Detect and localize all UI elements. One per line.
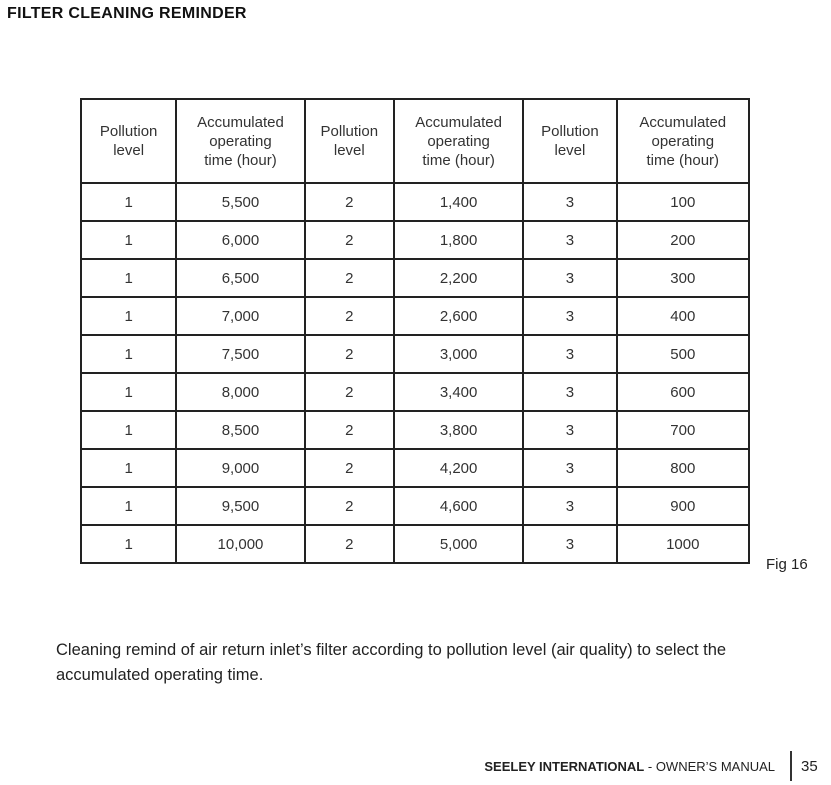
table-cell: 1: [81, 487, 176, 525]
table-cell: 1: [81, 335, 176, 373]
table-cell: 3,000: [394, 335, 523, 373]
table-cell: 1: [81, 297, 176, 335]
column-header-operating-time-3: [617, 99, 749, 183]
column-header-pollution-level-3: [523, 99, 616, 183]
header-line: Accumulated: [639, 113, 727, 131]
column-header-pollution-level-1: [81, 99, 176, 183]
table-cell: 2: [305, 449, 394, 487]
table-row: [81, 259, 749, 297]
page-title: FILTER CLEANING REMINDER: [7, 5, 247, 22]
header-line: Pollution: [541, 123, 599, 140]
table-cell: 4,600: [394, 487, 523, 525]
table-header-row: [81, 99, 749, 183]
table-cell: 1: [81, 449, 176, 487]
table-cell: 3,400: [394, 373, 523, 411]
table-cell: 2: [305, 411, 394, 449]
table-row: [81, 183, 749, 221]
header-line: time (hour): [646, 151, 720, 169]
table-cell: 900: [617, 487, 749, 525]
table-row: [81, 221, 749, 259]
table-cell: 3: [523, 259, 616, 297]
page-footer: [0, 751, 831, 781]
table-cell: 2: [305, 297, 394, 335]
table-cell: 3: [523, 335, 616, 373]
table-cell: 800: [617, 449, 749, 487]
table-cell: 2: [305, 335, 394, 373]
table-cell: 1: [81, 259, 176, 297]
table-cell: 100: [617, 183, 749, 221]
table-cell: 3: [523, 297, 616, 335]
table-row: [81, 411, 749, 449]
figure-label: Fig 16: [766, 556, 808, 573]
table-cell: 6,000: [176, 221, 304, 259]
table-row: [81, 335, 749, 373]
page-number: 35: [801, 758, 818, 775]
table-row: [81, 525, 749, 563]
column-header-operating-time-2: [394, 99, 523, 183]
table-cell: 6,500: [176, 259, 304, 297]
header-line: level: [333, 142, 365, 159]
header-line: level: [554, 142, 586, 159]
table-cell: 1: [81, 183, 176, 221]
table-cell: 1,400: [394, 183, 523, 221]
table-cell: 3: [523, 373, 616, 411]
table-cell: 1: [81, 525, 176, 563]
table-row: [81, 297, 749, 335]
table-cell: 3: [523, 525, 616, 563]
table-cell: 1,800: [394, 221, 523, 259]
column-header-operating-time-1: [176, 99, 304, 183]
table-cell: 600: [617, 373, 749, 411]
header-line: Pollution: [99, 123, 158, 140]
footer-divider: [790, 751, 792, 781]
table-cell: 2: [305, 487, 394, 525]
filter-cleaning-table: [80, 98, 750, 564]
header-line: time (hour): [204, 151, 277, 169]
table-cell: 5,500: [176, 183, 304, 221]
table-cell: 2: [305, 183, 394, 221]
table-cell: 3: [523, 449, 616, 487]
table-cell: 2: [305, 525, 394, 563]
table-cell: 300: [617, 259, 749, 297]
footer-brand: SEELEY INTERNATIONAL: [484, 759, 645, 774]
table-cell: 2,600: [394, 297, 523, 335]
table-cell: 3,800: [394, 411, 523, 449]
table-cell: 1: [81, 221, 176, 259]
header-line: Pollution: [320, 123, 379, 140]
table-cell: 9,000: [176, 449, 304, 487]
description-text: Cleaning remind of air return inlet’s filter according to pollution level (air quality) to select the accumulated operating time.: [56, 640, 727, 684]
table-cell: 1: [81, 373, 176, 411]
table-cell: 1: [81, 411, 176, 449]
table-cell: 7,500: [176, 335, 304, 373]
table-cell: 4,200: [394, 449, 523, 487]
table-cell: 2,200: [394, 259, 523, 297]
table-cell: 3: [523, 411, 616, 449]
table-cell: 700: [617, 411, 749, 449]
header-line: Accumulated: [415, 113, 502, 131]
footer-brand-line: [484, 759, 775, 774]
table-cell: 500: [617, 335, 749, 373]
table-cell: 3: [523, 183, 616, 221]
column-header-pollution-level-2: [305, 99, 394, 183]
table-cell: 200: [617, 221, 749, 259]
table-row: [81, 373, 749, 411]
table-row: [81, 449, 749, 487]
header-line: time (hour): [422, 151, 495, 169]
footer-separator: -: [644, 759, 656, 774]
table-cell: 5,000: [394, 525, 523, 563]
header-line: Accumulated: [197, 113, 284, 131]
header-line: operating: [651, 132, 715, 150]
table-cell: 400: [617, 297, 749, 335]
table-cell: 10,000: [176, 525, 304, 563]
header-line: level: [113, 142, 145, 159]
table-cell: 8,500: [176, 411, 304, 449]
header-line: operating: [209, 132, 272, 150]
table-cell: 3: [523, 221, 616, 259]
table-cell: 2: [305, 221, 394, 259]
table-cell: 1000: [617, 525, 749, 563]
table-cell: 2: [305, 259, 394, 297]
table-cell: 8,000: [176, 373, 304, 411]
table-cell: 7,000: [176, 297, 304, 335]
table-row: [81, 487, 749, 525]
footer-manual: OWNER’S MANUAL: [655, 759, 775, 774]
header-line: operating: [427, 132, 490, 150]
table-cell: 2: [305, 373, 394, 411]
table-cell: 9,500: [176, 487, 304, 525]
table-cell: 3: [523, 487, 616, 525]
